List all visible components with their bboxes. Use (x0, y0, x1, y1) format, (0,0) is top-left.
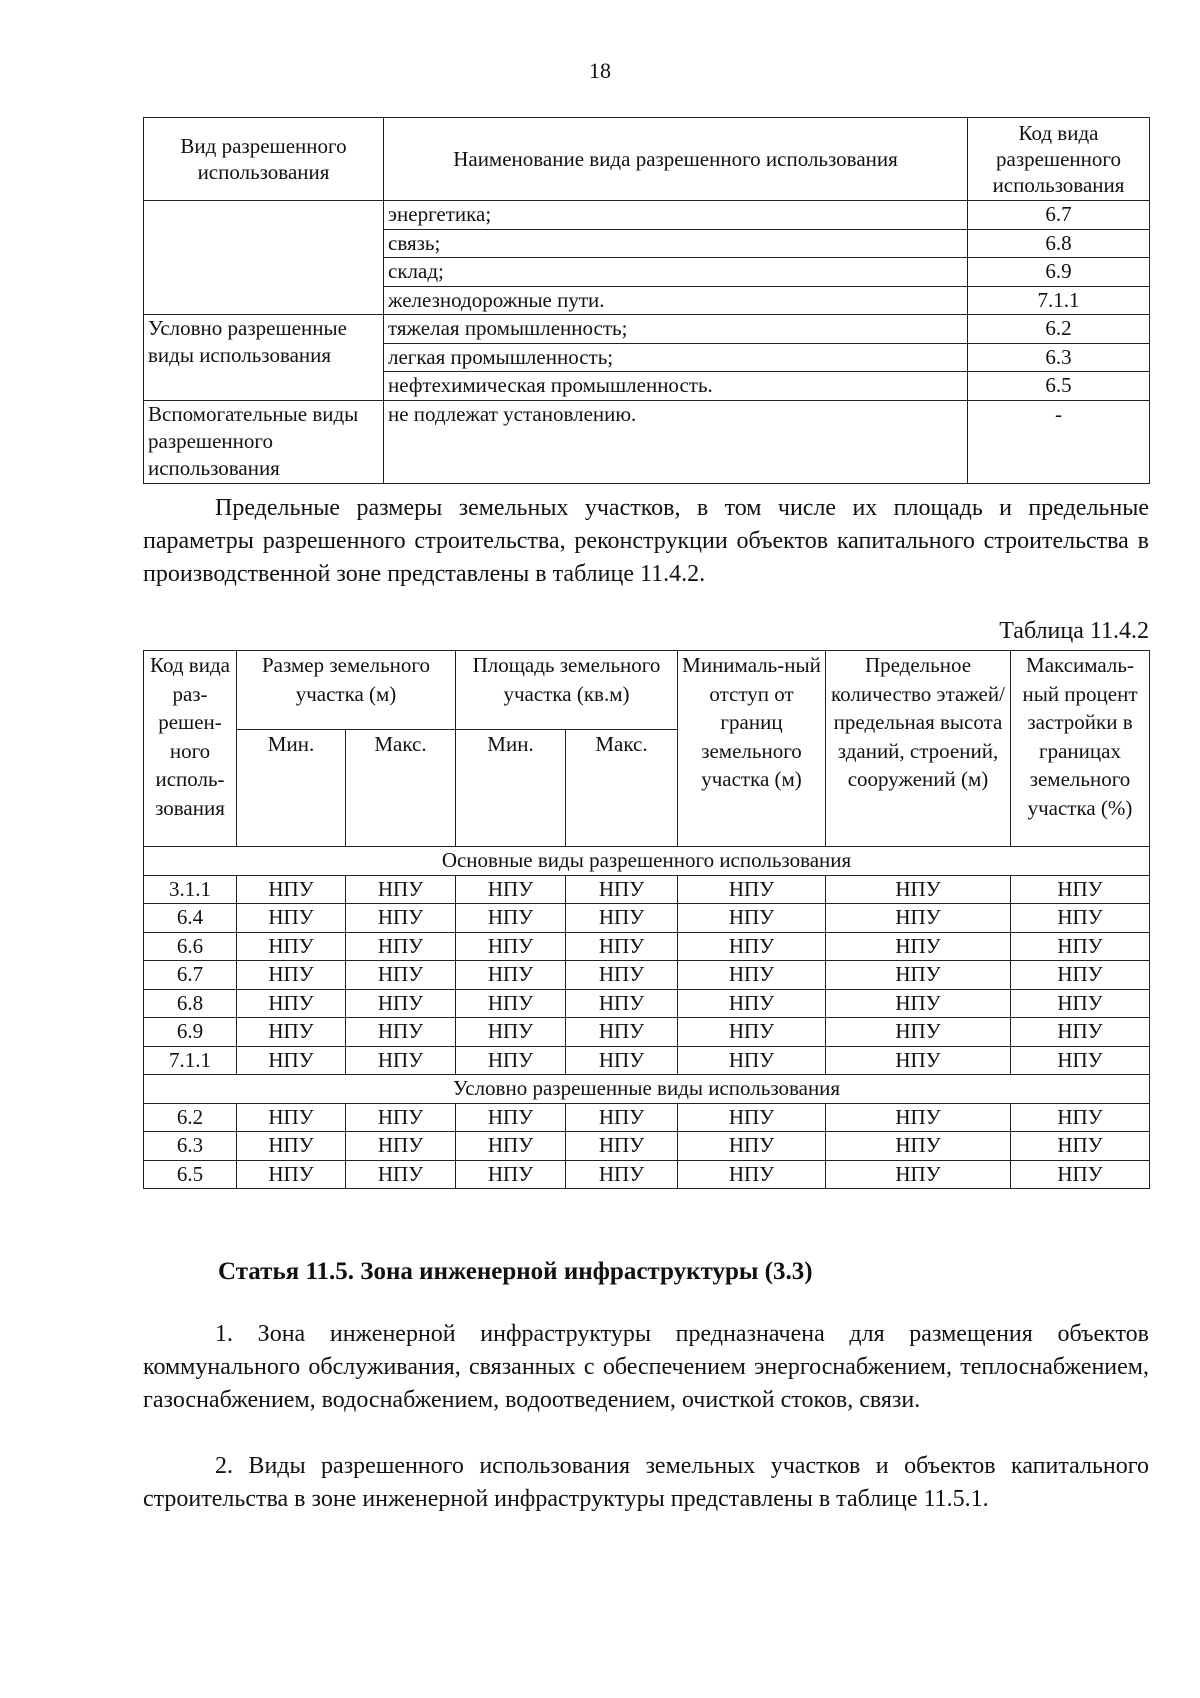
parameters-table (143, 650, 1150, 1189)
row-value: НПУ (678, 904, 826, 933)
header-code: Код вида раз-решен-ного исполь-зования (144, 651, 237, 847)
header-area-max: Макс. (566, 730, 678, 847)
row-value: НПУ (826, 1018, 1011, 1047)
use-code: 6.9 (968, 258, 1150, 287)
row-code: 3.1.1 (144, 875, 237, 904)
row-value: НПУ (346, 1160, 456, 1189)
use-name: железнодорожные пути. (384, 286, 968, 315)
row-value: НПУ (826, 989, 1011, 1018)
header-plot-size: Размер земельного участка (м) (237, 651, 456, 730)
table-row (144, 400, 1150, 483)
row-value: НПУ (826, 1103, 1011, 1132)
row-value: НПУ (456, 932, 566, 961)
use-name: нефтехимическая промышленность. (384, 372, 968, 401)
use-name: тяжелая промышленность; (384, 315, 968, 344)
section-conditional: Условно разрешенные виды использования (144, 1075, 1150, 1104)
header-percent: Максималь-ный процент застройки в границах земельного участка (%) (1011, 651, 1150, 847)
table-row (144, 961, 1150, 990)
table-row (144, 989, 1150, 1018)
row-value: НПУ (456, 989, 566, 1018)
use-code: 6.8 (968, 229, 1150, 258)
row-value: НПУ (566, 961, 678, 990)
header-use-type: Вид разрешенного использования (144, 118, 384, 201)
row-value: НПУ (826, 875, 1011, 904)
conditional-rows-group (144, 1103, 1150, 1189)
header-setback: Минималь-ный отступ от границ земельного участка (м) (678, 651, 826, 847)
row-value: НПУ (678, 961, 826, 990)
row-code: 6.4 (144, 904, 237, 933)
row-value: НПУ (346, 1046, 456, 1075)
table-header-row (144, 651, 1150, 730)
row-code: 6.6 (144, 932, 237, 961)
row-value: НПУ (1011, 1046, 1150, 1075)
row-value: НПУ (826, 1046, 1011, 1075)
category-conditional: Условно разрешенные виды использования (144, 315, 384, 401)
table-row (144, 932, 1150, 961)
use-name: связь; (384, 229, 968, 258)
row-value: НПУ (456, 1103, 566, 1132)
category-cell-empty (144, 201, 384, 315)
row-value: НПУ (346, 1018, 456, 1047)
row-code: 6.8 (144, 989, 237, 1018)
header-floors: Предельное количество этажей/ предельная высота зданий, строений, сооружений (м) (826, 651, 1011, 847)
use-code: 6.7 (968, 201, 1150, 230)
use-code: - (968, 400, 1150, 483)
row-value: НПУ (456, 1160, 566, 1189)
row-value: НПУ (678, 1018, 826, 1047)
row-value: НПУ (456, 875, 566, 904)
row-value: НПУ (1011, 904, 1150, 933)
row-value: НПУ (237, 1160, 346, 1189)
table-row (144, 1103, 1150, 1132)
section-main: Основные виды разрешенного использования (144, 847, 1150, 876)
row-value: НПУ (826, 1132, 1011, 1161)
row-value: НПУ (346, 1103, 456, 1132)
row-value: НПУ (566, 875, 678, 904)
use-name: энергетика; (384, 201, 968, 230)
header-size-min: Мин. (237, 730, 346, 847)
row-value: НПУ (1011, 1018, 1150, 1047)
section-row (144, 1075, 1150, 1104)
row-value: НПУ (566, 989, 678, 1018)
use-code: 6.2 (968, 315, 1150, 344)
row-code: 6.2 (144, 1103, 237, 1132)
row-value: НПУ (237, 1046, 346, 1075)
header-area-min: Мин. (456, 730, 566, 847)
row-value: НПУ (566, 1160, 678, 1189)
row-value: НПУ (346, 875, 456, 904)
row-value: НПУ (826, 961, 1011, 990)
article-heading: Статья 11.5. Зона инженерной инфраструктуры (3.3) (218, 1258, 813, 1285)
row-value: НПУ (346, 904, 456, 933)
row-value: НПУ (456, 1132, 566, 1161)
category-auxiliary: Вспомогательные виды разрешенного использования (144, 400, 384, 483)
page-number: 18 (589, 58, 611, 83)
table-header-row (144, 118, 1150, 201)
row-value: НПУ (346, 1132, 456, 1161)
paragraph-zone-purpose: 1. Зона инженерной инфраструктуры предназначена для размещения объектов коммунального обслуживания, связанных с обеспечением энергоснабжением, теплоснабжением, газоснабжением, водоснабжением, водоотведением, очисткой стоков, связи. (143, 1321, 1149, 1413)
use-code: 7.1.1 (968, 286, 1150, 315)
row-value: НПУ (456, 961, 566, 990)
row-value: НПУ (237, 1103, 346, 1132)
row-value: НПУ (237, 961, 346, 990)
row-value: НПУ (1011, 961, 1150, 990)
row-value: НПУ (1011, 1160, 1150, 1189)
row-code: 6.3 (144, 1132, 237, 1161)
header-use-code: Код вида разрешенного использования (968, 118, 1150, 201)
table-row (144, 1018, 1150, 1047)
paragraph-zone-uses: 2. Виды разрешенного использования земельных участков и объектов капитального строительства в зоне инженерной инфраструктуры представлены в таблице 11.5.1. (143, 1453, 1149, 1512)
table-row (144, 1132, 1150, 1161)
row-code: 7.1.1 (144, 1046, 237, 1075)
row-value: НПУ (346, 932, 456, 961)
header-plot-area: Площадь земельного участка (кв.м) (456, 651, 678, 730)
row-value: НПУ (678, 1046, 826, 1075)
row-value: НПУ (566, 1046, 678, 1075)
row-code: 6.9 (144, 1018, 237, 1047)
row-value: НПУ (678, 875, 826, 904)
row-value: НПУ (237, 875, 346, 904)
use-name: не подлежат установлению. (384, 400, 968, 483)
row-value: НПУ (1011, 989, 1150, 1018)
table-row (144, 315, 1150, 344)
section-row (144, 847, 1150, 876)
row-value: НПУ (237, 1132, 346, 1161)
paragraph-limits: Предельные размеры земельных участков, в том числе их площадь и предельные параметры разрешенного строительства, реконструкции объектов капитального строительства в производственной зоне представлены в таблице 11.4.2. (143, 495, 1149, 587)
table-row (144, 1046, 1150, 1075)
table-caption: Таблица 11.4.2 (999, 618, 1149, 644)
header-use-name: Наименование вида разрешенного использования (384, 118, 968, 201)
row-value: НПУ (237, 989, 346, 1018)
row-value: НПУ (237, 932, 346, 961)
row-value: НПУ (678, 932, 826, 961)
row-code: 6.7 (144, 961, 237, 990)
use-name: легкая промышленность; (384, 343, 968, 372)
table-row (144, 201, 1150, 230)
row-value: НПУ (566, 1103, 678, 1132)
row-value: НПУ (1011, 1132, 1150, 1161)
row-value: НПУ (1011, 932, 1150, 961)
row-value: НПУ (346, 989, 456, 1018)
use-code: 6.3 (968, 343, 1150, 372)
table-row (144, 1160, 1150, 1189)
main-rows-group (144, 875, 1150, 1075)
table-row (144, 875, 1150, 904)
use-name: склад; (384, 258, 968, 287)
row-value: НПУ (346, 961, 456, 990)
row-value: НПУ (826, 904, 1011, 933)
row-value: НПУ (566, 932, 678, 961)
header-size-max: Макс. (346, 730, 456, 847)
row-value: НПУ (566, 904, 678, 933)
row-value: НПУ (456, 1018, 566, 1047)
row-value: НПУ (237, 904, 346, 933)
land-use-table (143, 117, 1150, 484)
row-value: НПУ (456, 904, 566, 933)
table-row (144, 904, 1150, 933)
row-value: НПУ (1011, 1103, 1150, 1132)
row-value: НПУ (1011, 875, 1150, 904)
row-value: НПУ (826, 1160, 1011, 1189)
row-value: НПУ (237, 1018, 346, 1047)
row-value: НПУ (566, 1018, 678, 1047)
row-value: НПУ (826, 932, 1011, 961)
row-code: 6.5 (144, 1160, 237, 1189)
row-value: НПУ (456, 1046, 566, 1075)
use-code: 6.5 (968, 372, 1150, 401)
row-value: НПУ (566, 1132, 678, 1161)
row-value: НПУ (678, 1132, 826, 1161)
row-value: НПУ (678, 989, 826, 1018)
row-value: НПУ (678, 1103, 826, 1132)
row-value: НПУ (678, 1160, 826, 1189)
